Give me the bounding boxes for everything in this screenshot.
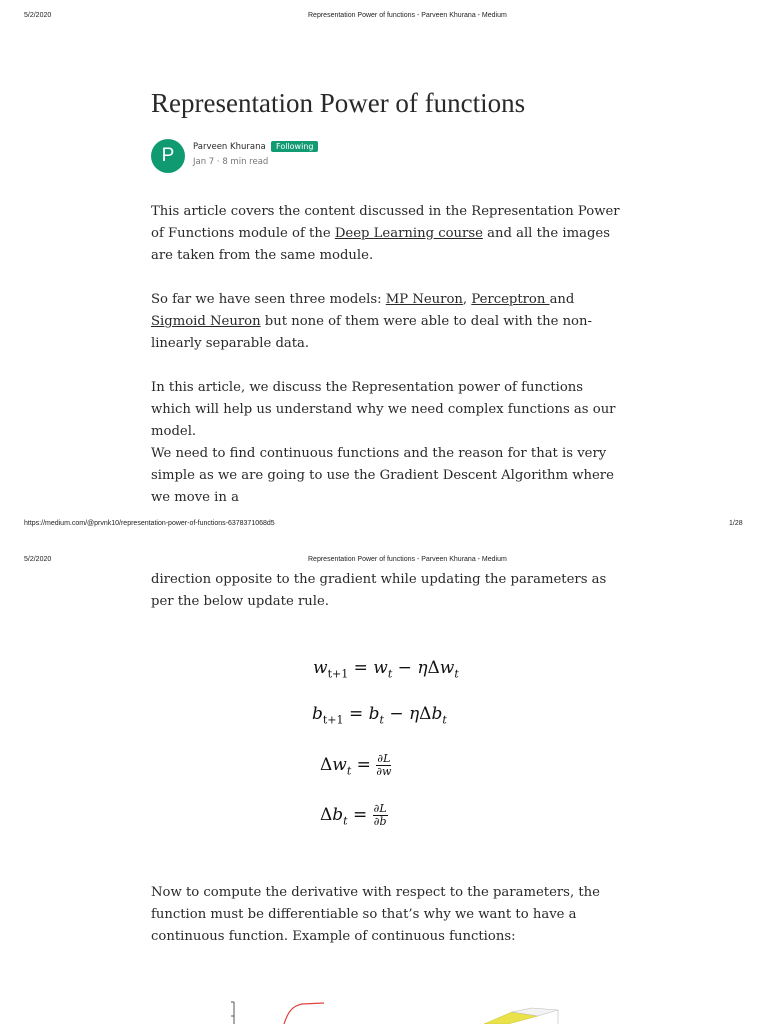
article-title: Representation Power of functions: [151, 88, 526, 118]
eq-equals: =: [348, 704, 364, 724]
eq-subscript: t: [387, 667, 393, 681]
eq-delta: Δ: [427, 658, 440, 678]
eq-subscript: t: [442, 713, 447, 727]
text: but none of them were able to deal with the non-linearly separable data.: [151, 314, 592, 351]
eq-subscript: t+1: [327, 667, 349, 681]
eq-delta: Δ: [320, 755, 333, 775]
author-name[interactable]: Parveen Khurana: [193, 142, 266, 152]
text: This article covers the content discussed in the Representation Power of Functions module of the: [151, 204, 620, 241]
text: and: [549, 292, 575, 307]
avatar-initial: P: [161, 145, 175, 166]
print-url: https://medium.com/@prvnk10/representation-power-of-functions-6378371068d5: [24, 520, 275, 527]
eq-delta: Δ: [320, 805, 333, 825]
print-title: Representation Power of functions - Parveen Khurana - Medium: [308, 12, 507, 19]
sigmoid-curve: [284, 1003, 324, 1024]
eq-term: w: [332, 755, 347, 775]
eq-denominator: ∂w: [376, 765, 392, 778]
equation-delta-b: [320, 803, 388, 828]
eq-subscript: t+1: [322, 713, 344, 727]
article-meta: Jan 7 · 8 min read: [193, 157, 269, 167]
eq-term: w: [439, 658, 455, 678]
eq-subscript: t: [343, 814, 348, 828]
print-title: Representation Power of functions - Parveen Khurana - Medium: [308, 556, 507, 563]
eq-delta: Δ: [419, 704, 432, 724]
equation-weight-update: [313, 658, 459, 680]
following-button[interactable]: Following: [271, 141, 318, 152]
paragraph-differentiable: Now to compute the derivative with respect to the parameters, the function must be differentiable so that’s why we want to have a continuous function. Example of continuous functions:: [151, 885, 600, 944]
print-date: 5/2/2020: [24, 12, 52, 19]
eq-denominator: ∂b: [373, 815, 387, 828]
sigmoid-neuron-link[interactable]: Sigmoid Neuron: [151, 314, 261, 329]
paragraph-models: [151, 289, 621, 355]
eq-equals: =: [356, 755, 371, 775]
text: So far we have seen three models:: [151, 292, 386, 307]
text: ,: [462, 292, 472, 307]
eq-equals: =: [353, 805, 368, 825]
eq-subscript: t: [454, 667, 459, 681]
eq-fraction: [373, 803, 388, 828]
eq-term: b: [368, 704, 380, 724]
equation-delta-w: [320, 753, 391, 778]
eq-subscript: t: [379, 713, 384, 727]
paragraph-continuous: We need to find continuous functions and the reason for that is very simple as we are going to use the Gradient Descent Algorithm where we move in a: [151, 446, 614, 505]
eq-eta: η: [417, 658, 428, 678]
paragraph-gradient: direction opposite to the gradient while updating the parameters as per the below update rule.: [151, 572, 607, 609]
eq-fraction: [376, 753, 391, 778]
print-page-number: 1/28: [729, 520, 743, 527]
mp-neuron-link[interactable]: MP Neuron: [385, 292, 463, 307]
print-date: 5/2/2020: [24, 556, 52, 563]
eq-term: w: [313, 658, 328, 678]
sigmoid-plot-image: [226, 998, 336, 1024]
eq-term: b: [332, 805, 344, 825]
eq-minus: −: [389, 704, 404, 724]
eq-term: b: [312, 704, 323, 724]
perceptron-link[interactable]: Perceptron: [471, 292, 550, 307]
eq-term: w: [373, 658, 388, 678]
author-avatar[interactable]: [151, 139, 185, 173]
equation-bias-update: [312, 704, 447, 726]
eq-subscript: t: [346, 764, 352, 778]
text: and all the images are taken from the same module.: [151, 226, 610, 263]
eq-eta: η: [408, 704, 420, 724]
deep-learning-course-link[interactable]: Deep Learning course: [334, 226, 483, 241]
surface-plot-image: [480, 1004, 575, 1024]
eq-numerator: ∂L: [373, 802, 387, 815]
paragraph-representation: In this article, we discuss the Representation power of functions which will help us understand why we need complex functions as our model.: [151, 380, 616, 439]
eq-minus: −: [397, 658, 412, 678]
paragraph-intro: [151, 201, 621, 267]
eq-equals: =: [353, 658, 368, 678]
eq-term: b: [431, 704, 443, 724]
eq-numerator: ∂L: [377, 752, 391, 765]
